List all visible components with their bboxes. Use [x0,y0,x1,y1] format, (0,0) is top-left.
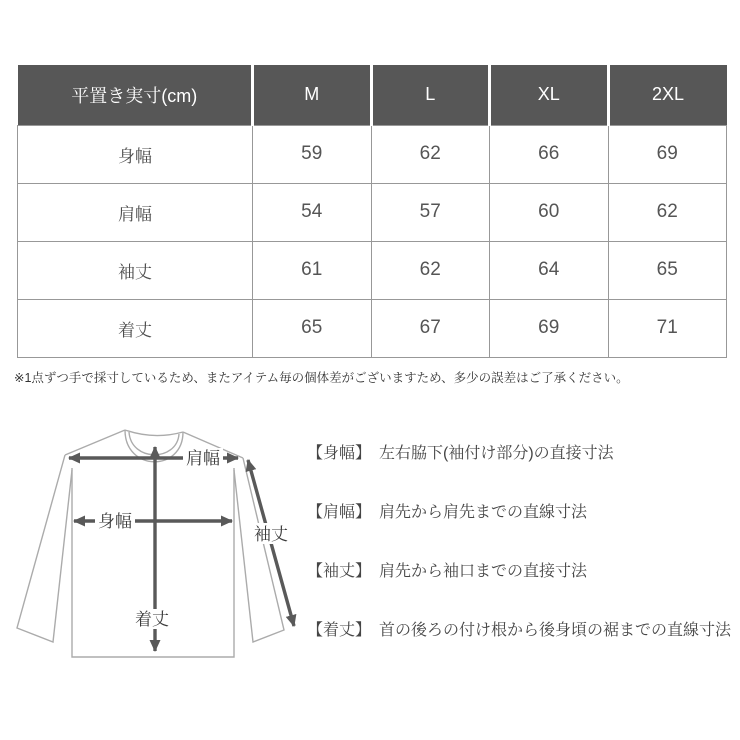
measurement-arrows [69,447,294,651]
shoulder-width-label: 肩幅 [186,449,220,468]
header-size-2xl: 2XL [608,65,727,125]
size-cell: 54 [253,183,372,241]
header-size-l: L [371,65,490,125]
size-cell: 60 [490,183,609,241]
table-row-body-width [18,125,727,183]
header-measure-label: 平置き実寸(cm) [18,65,253,125]
header-size-m: M [253,65,372,125]
definition-sleeve-length [307,558,731,581]
definition-term: 【着丈】 [307,622,372,639]
garment-measurement-diagram [10,420,310,730]
size-cell: 59 [253,125,372,183]
row-label: 身幅 [18,125,253,183]
header-size-xl: XL [490,65,609,125]
definition-desc: 首の後ろの付け根から後身頃の裾までの直線寸法 [379,622,732,639]
size-cell: 69 [490,299,609,357]
body-length-label: 着丈 [135,610,169,629]
size-cell: 65 [253,299,372,357]
size-cell: 65 [608,241,727,299]
size-cell: 62 [608,183,727,241]
size-cell: 57 [371,183,490,241]
definition-term: 【肩幅】 [307,504,372,521]
table-row-body-length [18,299,727,357]
size-cell: 71 [608,299,727,357]
size-cell: 62 [371,241,490,299]
sleeve-length-label: 袖丈 [254,525,288,544]
definition-body-length [307,617,731,640]
measurement-disclaimer: ※1点ずつ手で採寸しているため、またアイテム毎の個体差がございますため、多少の誤差はご了承ください。 [14,371,629,385]
row-label: 肩幅 [18,183,253,241]
size-cell: 61 [253,241,372,299]
size-cell: 66 [490,125,609,183]
row-label: 袖丈 [18,241,253,299]
size-cell: 64 [490,241,609,299]
definition-term: 【袖丈】 [307,563,372,580]
row-label: 着丈 [18,299,253,357]
size-cell: 67 [371,299,490,357]
table-row-shoulder-width [18,183,727,241]
size-table [17,65,727,358]
definition-desc: 左右脇下(袖付け部分)の直接寸法 [379,445,614,462]
size-cell: 62 [371,125,490,183]
table-row-sleeve-length [18,241,727,299]
body-width-label: 身幅 [98,512,132,531]
definition-shoulder-width [307,499,731,522]
table-header-row [18,65,727,125]
definition-desc: 肩先から肩先までの直線寸法 [379,504,588,521]
definitions-list [307,440,731,676]
diagram-labels [95,448,292,629]
definition-body-width [307,440,731,463]
definition-term: 【身幅】 [307,445,372,462]
size-cell: 69 [608,125,727,183]
definition-desc: 肩先から袖口までの直接寸法 [379,563,588,580]
